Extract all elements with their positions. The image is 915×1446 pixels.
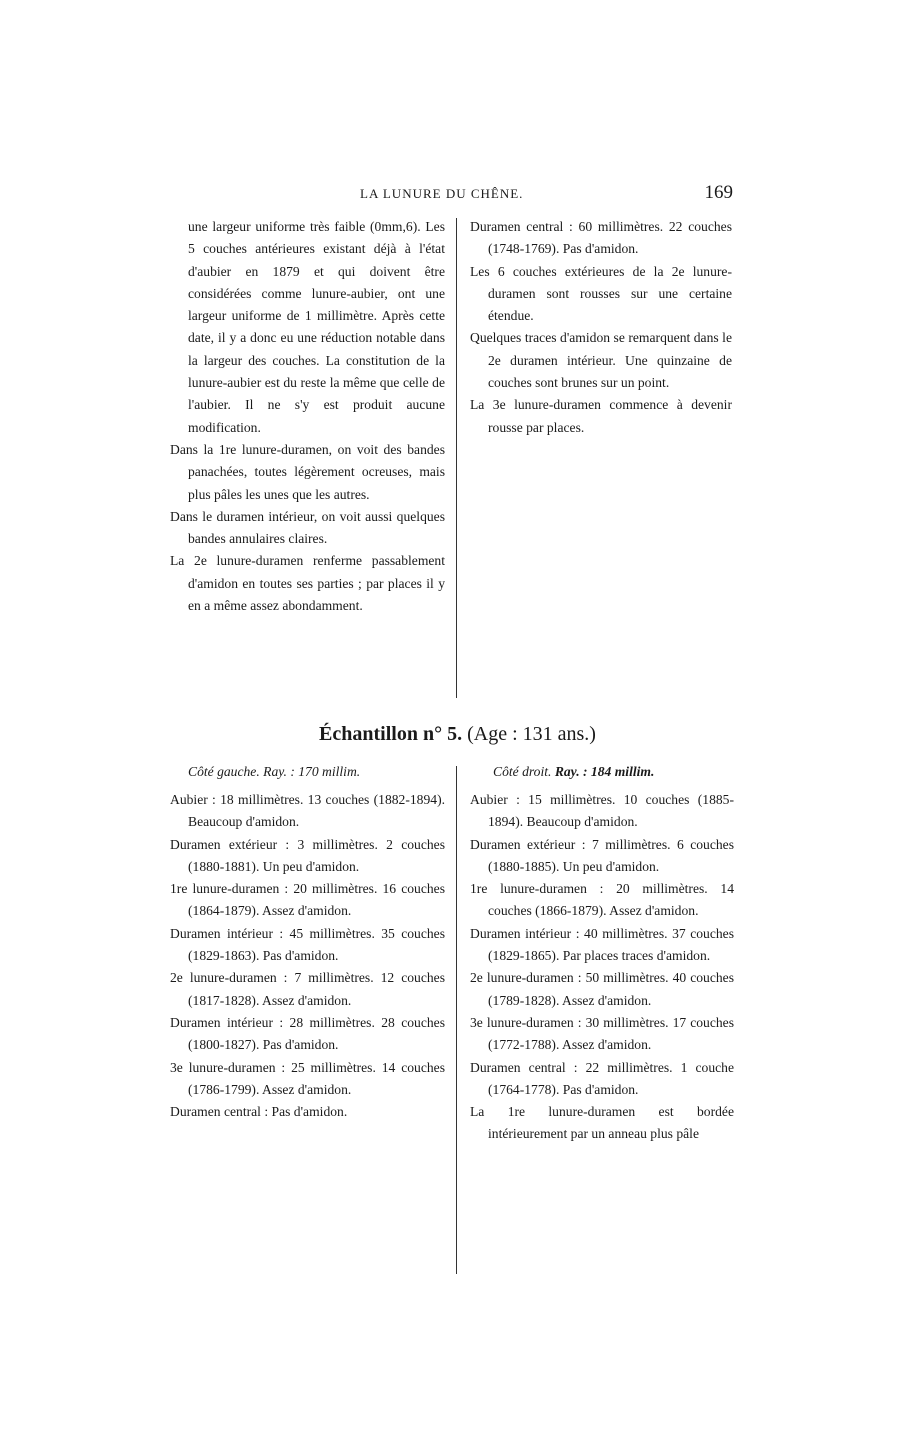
paragraph: Dans le duramen intérieur, on voit aussi quelques bandes annulaires claires. bbox=[170, 508, 445, 547]
entry: Duramen extérieur : 3 millimètres. 2 couches (1880-1881). Un peu d'amidon. bbox=[170, 836, 445, 874]
entry: 3e lunure-duramen : 30 millimètres. 17 couches (1772-1788). Assez d'amidon. bbox=[470, 1014, 734, 1053]
sample-age: (Age : 131 ans.) bbox=[467, 723, 596, 745]
sample-heading bbox=[0, 723, 915, 746]
entry: Aubier : 15 millimètres. 10 couches (1885-1894). Beaucoup d'amidon. bbox=[470, 792, 734, 830]
top-right-column bbox=[470, 216, 732, 439]
left-side-label: Côté gauche. bbox=[188, 764, 260, 779]
entry: Duramen central : Pas d'amidon. bbox=[170, 1104, 348, 1120]
entry: 2e lunure-duramen : 7 millimètres. 12 couches (1817-1828). Assez d'amidon. bbox=[170, 970, 445, 1008]
column-divider-top bbox=[456, 218, 457, 698]
entry: Duramen intérieur : 28 millimètres. 28 couches (1800-1827). Pas d'amidon. bbox=[170, 1014, 445, 1053]
entry: Duramen extérieur : 7 millimètres. 6 couches (1880-1885). Un peu d'amidon. bbox=[470, 836, 734, 874]
right-ray-label: Ray. : 184 millim. bbox=[554, 764, 655, 779]
running-title: LA LUNURE DU CHÊNE. bbox=[360, 186, 524, 201]
paragraph: Quelques traces d'amidon se remarquent dans le 2e duramen intérieur. Une quinzaine de couches sont brunes sur un point. bbox=[470, 330, 732, 391]
entry: 1re lunure-duramen : 20 millimètres. 14 couches (1866-1879). Assez d'amidon. bbox=[470, 881, 734, 919]
entry: Aubier : 18 millimètres. 13 couches (1882-1894). Beaucoup d'amidon. bbox=[170, 792, 445, 830]
right-side-label: Côté droit. bbox=[493, 764, 552, 779]
column-divider-bottom bbox=[456, 766, 457, 1274]
entry: La 1re lunure-duramen est bordée intérieurement par un anneau plus pâle bbox=[470, 1104, 734, 1142]
top-left-column bbox=[170, 216, 445, 617]
running-head bbox=[170, 182, 735, 208]
paragraph: Les 6 couches extérieures de la 2e lunure-duramen sont rousses sur une certaine étendue. bbox=[470, 263, 732, 324]
left-ray-label: Ray. : 170 millim. bbox=[263, 764, 361, 779]
entry: 3e lunure-duramen : 25 millimètres. 14 couches (1786-1799). Assez d'amidon. bbox=[170, 1059, 445, 1097]
entry: 2e lunure-duramen : 50 millimètres. 40 couches (1789-1828). Assez d'amidon. bbox=[470, 970, 734, 1008]
paragraph: La 2e lunure-duramen renferme passablement d'amidon en toutes ses parties ; par places il y en a même assez abondamment. bbox=[170, 553, 445, 614]
entry: 1re lunure-duramen : 20 millimètres. 16 couches (1864-1879). Assez d'amidon. bbox=[170, 881, 445, 919]
entry: Duramen intérieur : 40 millimètres. 37 couches (1829-1865). Par places traces d'amidon. bbox=[470, 925, 734, 964]
paragraph: une largeur uniforme très faible (0mm,6). Les 5 couches antérieures existant déjà à l'état d'aubier en 1879 et qui doivent être considérées comme lunure-aubier, ont une largeur uniforme de 1 millimètre. Après cette date, il y a donc eu une réduction notable dans la largeur des couches. La constitution de la lunure-aubier est du reste la même que celle de l'aubier. Il ne s'y est produit aucune modification. bbox=[188, 219, 445, 435]
entry: Duramen intérieur : 45 millimètres. 35 couches (1829-1863). Pas d'amidon. bbox=[170, 925, 445, 964]
paragraph: Dans la 1re lunure-duramen, on voit des bandes panachées, toutes légèrement ocreuses, mais plus pâles les unes que les autres. bbox=[170, 441, 445, 502]
bottom-right-column bbox=[470, 789, 734, 1146]
page-number: 169 bbox=[704, 182, 733, 203]
paragraph: La 3e lunure-duramen commence à devenir rousse par places. bbox=[470, 397, 732, 435]
entry: Duramen central : 22 millimètres. 1 couche (1764-1778). Pas d'amidon. bbox=[470, 1059, 734, 1097]
left-side-heading bbox=[188, 764, 360, 780]
right-side-heading bbox=[493, 764, 654, 780]
paragraph: Duramen central : 60 millimètres. 22 couches (1748-1769). Pas d'amidon. bbox=[470, 219, 732, 257]
sample-title: Échantillon n° 5. bbox=[319, 723, 463, 745]
bottom-left-column bbox=[170, 789, 445, 1123]
